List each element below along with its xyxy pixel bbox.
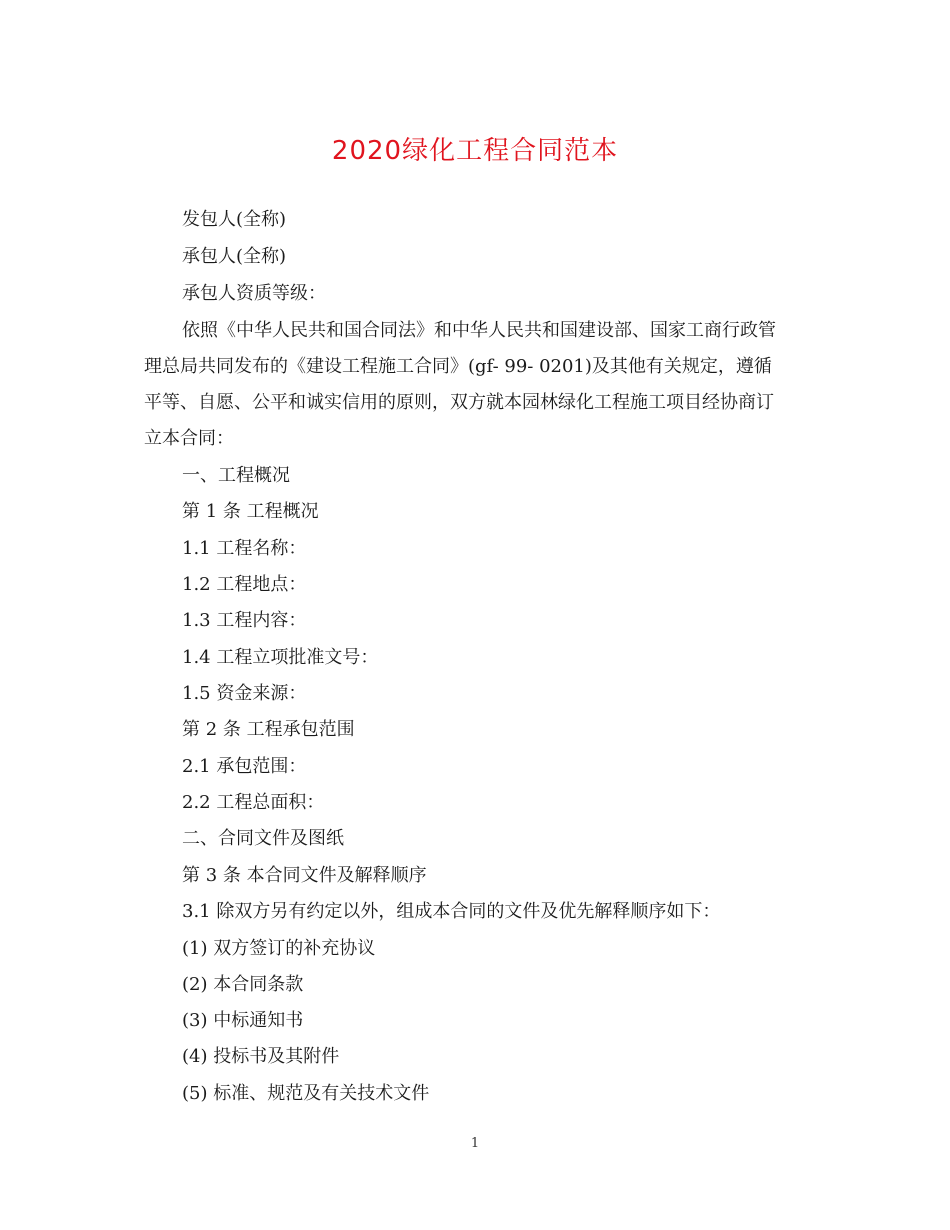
preamble-line-3: 平等、自愿、公平和诚实信用的原则，双方就本园林绿化工程施工项目经协商订 (144, 392, 774, 413)
list-item: (3) 中标通知书 (182, 1010, 304, 1031)
clause-line: 1.3 工程内容： (182, 610, 307, 631)
clause-line: 2.2 工程总面积： (182, 792, 325, 813)
clause-line: 1.2 工程地点： (182, 574, 307, 595)
preamble-line-2: 理总局共同发布的《建设工程施工合同》(gf- 99- 0201)及其他有关规定，遵循 (144, 356, 772, 377)
section-heading: 二、合同文件及图纸 (182, 828, 344, 849)
document-title: 2020绿化工程合同范本 (331, 136, 619, 166)
party-b-line: 承包人(全称) (182, 246, 287, 267)
article-heading: 第 3 条 本合同文件及解释顺序 (182, 865, 427, 886)
list-item: (4) 投标书及其附件 (182, 1046, 340, 1067)
section-heading: 一、工程概况 (182, 465, 290, 486)
preamble-line-4: 立本合同： (144, 428, 234, 449)
preamble-line-1: 依照《中华人民共和国合同法》和中华人民共和国建设部、国家工商行政管 (182, 320, 776, 341)
qualification-line: 承包人资质等级： (182, 283, 326, 304)
list-item: (5) 标准、规范及有关技术文件 (182, 1083, 430, 1104)
clause-line: 1.1 工程名称： (182, 538, 307, 559)
clause-line: 3.1 除双方另有约定以外，组成本合同的文件及优先解释顺序如下： (182, 901, 721, 922)
page-number: 1 (470, 1136, 480, 1151)
clause-line: 1.4 工程立项批准文号： (182, 647, 379, 668)
list-item: (1) 双方签订的补充协议 (182, 938, 376, 959)
article-heading: 第 2 条 工程承包范围 (182, 719, 355, 740)
clause-line: 2.1 承包范围： (182, 756, 307, 777)
party-a-line: 发包人(全称) (182, 209, 287, 230)
article-heading: 第 1 条 工程概况 (182, 501, 319, 522)
clause-line: 1.5 资金来源： (182, 683, 307, 704)
list-item: (2) 本合同条款 (182, 974, 304, 995)
